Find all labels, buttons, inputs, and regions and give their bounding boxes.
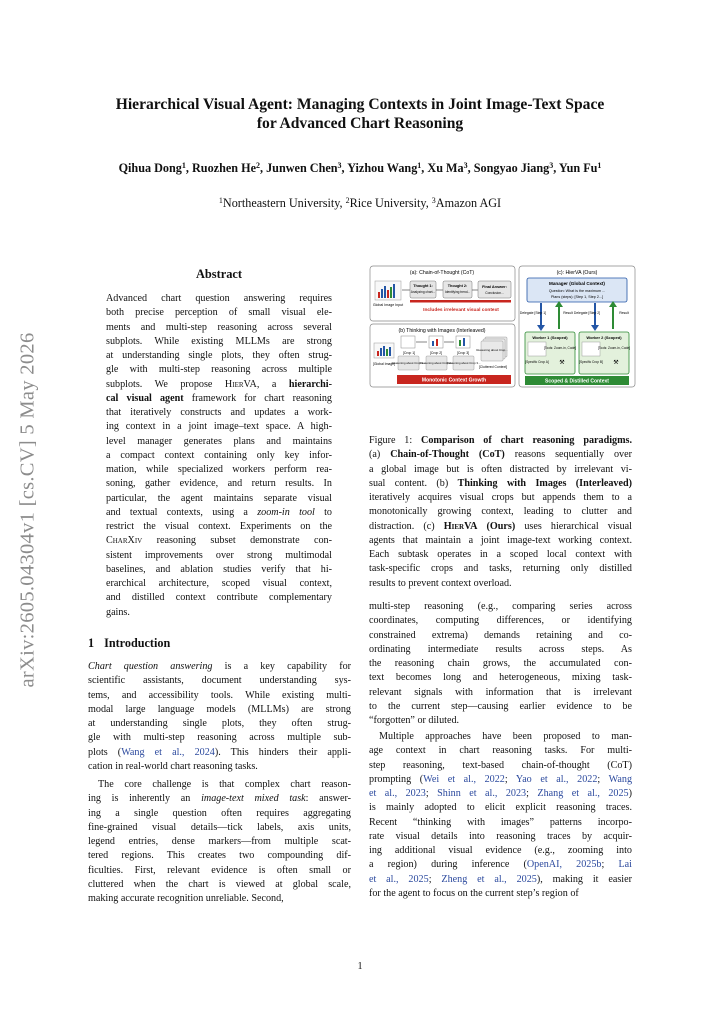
figure-1-diagram bbox=[369, 265, 637, 433]
paragraph-line: at understanding single plots, they often strug- bbox=[88, 718, 351, 729]
paragraph-line: tems, and accessibility tools. While existing multi- bbox=[88, 689, 351, 701]
title-line-2: for Advanced Chart Reasoning bbox=[256, 115, 464, 132]
abstract-line: gle with multi-step reasoning across multiple bbox=[106, 364, 332, 376]
abstract-line: level manager generates plans and maintains bbox=[106, 435, 332, 447]
paragraph-line: cluttered when the chart is viewed at global scale, bbox=[88, 878, 351, 890]
panel-c-manager: Manager (Global Context) bbox=[549, 281, 605, 286]
panel-a-thought1: Thought 1: bbox=[413, 284, 433, 288]
paragraph-line: making accurate recognition unreliable. Second, bbox=[88, 893, 284, 904]
right-paragraph-2 bbox=[369, 730, 632, 901]
author-name: Qihua Dong bbox=[118, 161, 182, 175]
abstract-line: CharXiv reasoning subset demonstrate con- bbox=[106, 535, 332, 547]
author-affiliation-mark: 2 bbox=[255, 161, 260, 170]
caption-line: Figure 1: Comparison of chart reasoning paradigms. bbox=[369, 435, 633, 446]
author-name: Yun Fu bbox=[558, 161, 598, 175]
panel-c-delegate1: Delegate [Step 1] bbox=[519, 311, 547, 315]
author-name: Songyao Jiang bbox=[473, 161, 550, 175]
paragraph-line: Chart question answering is a key capability for bbox=[88, 661, 351, 672]
paragraph-line: age context in chart reasoning tasks. For multi- bbox=[369, 745, 632, 757]
panel-c-crop-a: [Specific Crop A] bbox=[525, 360, 549, 364]
panel-c-footer: Scoped & Distilled Context bbox=[545, 378, 609, 385]
paper-title bbox=[60, 95, 660, 133]
paragraph-line: “forgotten” or diluted. bbox=[369, 715, 460, 726]
paragraph-line: for the agent to focus on the current step’s region of bbox=[369, 887, 579, 899]
abstract-line: both precise perception of small visual ele- bbox=[106, 307, 332, 319]
panel-b-reason3: Reasoning about Crop 3... bbox=[446, 361, 481, 365]
section-heading-introduction bbox=[88, 636, 170, 651]
affiliation-mark: 1 bbox=[218, 196, 223, 205]
paragraph-line: cation in real-world chart reasoning tasks. bbox=[88, 760, 258, 772]
paragraph-line: rate visual details into reasoning traces by acquir- bbox=[369, 830, 632, 842]
abstract-line: a compact context containing only key infor- bbox=[106, 449, 332, 461]
panel-a-final-box bbox=[478, 281, 511, 298]
author-affiliation-mark: 1 bbox=[597, 161, 602, 170]
section-number: 1 bbox=[88, 636, 95, 650]
author-affiliation-mark: 3 bbox=[463, 161, 468, 170]
wrench-icon: ⚒ bbox=[613, 360, 619, 366]
paragraph-line: modal large language models (MLLMs) are strong bbox=[88, 703, 351, 715]
panel-c-worker1: Worker 1 (Scoped) bbox=[532, 335, 568, 340]
author-list: Qihua Dong$^1$, Ruozhen He$^2$, Junwen Chen$^3$, Yizhou Wang$^1$, Xu Ma$^3$, Songyao Jiang$^3$, Yun Fu$^1$ bbox=[118, 161, 602, 175]
caption-line: distraction. (c) HierVA (Ours) uses hierarchical visual bbox=[369, 520, 632, 532]
paragraph-line: ficulties. First, relevant evidence is often small or bbox=[88, 864, 351, 876]
panel-c-question: Question: What is the maximum ... bbox=[548, 289, 606, 293]
page-number: 1 bbox=[357, 961, 363, 972]
author-affiliation-mark: 3 bbox=[549, 161, 554, 170]
panel-a-final-sub: Conclusion... bbox=[485, 291, 504, 295]
paragraph-line: legend entries, dense markers—from multiple scat- bbox=[88, 836, 351, 847]
affiliations: $^1$Northeastern University, $^2$Rice University, $^3$Amazon AGI bbox=[218, 196, 502, 210]
panel-a-thought2: Thought 2: bbox=[447, 284, 468, 288]
abstract-line: and distilled context contribute complementary bbox=[106, 592, 332, 604]
caption-line: task-specific crops and tasks, returning only distilled bbox=[369, 563, 632, 575]
paragraph-line: constrained extrema) demands retaining and co- bbox=[369, 629, 632, 641]
abstract-line: particular, the agent maintains separate visual bbox=[106, 492, 332, 504]
abstract-line: that iteratively constructs and updates a work- bbox=[106, 407, 332, 418]
paragraph-line: plots (Wang et al., 2024). This hinders their appli- bbox=[88, 746, 351, 758]
paragraph-line: et al., 2025; Zheng et al., 2025), making it easier bbox=[369, 873, 632, 885]
panel-c-crop-b: [Specific Crop B] bbox=[579, 360, 603, 364]
caption-line: (a) Chain-of-Thought (CoT) reasons sequentially over bbox=[369, 449, 632, 461]
panel-c-tools1: [Tools: Zoom-in, Code] bbox=[543, 346, 577, 350]
caption-line: Each subtask operates in a scoped local context with bbox=[369, 549, 632, 560]
abstract-body bbox=[106, 292, 332, 620]
paragraph-line: gle with multi-step reasoning across multiple sub- bbox=[88, 732, 351, 744]
paragraph-line: coordinates, computing differences, or identifying bbox=[369, 615, 632, 627]
wrench-icon: ⚒ bbox=[559, 360, 565, 366]
paragraph-line: ing is inherently an image-text mixed task: answer- bbox=[88, 793, 352, 805]
panel-b-crop3: [Crop 3] bbox=[456, 351, 470, 355]
affiliation-name: Amazon AGI bbox=[435, 196, 502, 210]
author-affiliation-mark: 1 bbox=[417, 161, 422, 170]
author-affiliation-mark: 1 bbox=[181, 161, 186, 170]
author-name: Junwen Chen bbox=[266, 161, 338, 175]
panel-b-crop1: [Crop 1] bbox=[402, 351, 416, 355]
abstract-line: mation, while specialized workers perform rea- bbox=[106, 464, 332, 475]
caption-line: agents that maintain a joint image-text working context. bbox=[369, 534, 632, 546]
paragraph-line: Multiple approaches have been proposed to man- bbox=[379, 731, 632, 742]
panel-b-crop1-thumb bbox=[401, 336, 415, 348]
paragraph-line: Recent “thinking with images” patterns incorpo- bbox=[369, 816, 632, 828]
panel-a-title: (a): Chain-of-Thought (CoT) bbox=[409, 270, 475, 276]
affiliation-name: Rice University bbox=[349, 196, 426, 210]
abstract-heading: Abstract bbox=[195, 267, 243, 281]
panel-c-plans: Plans (steps): [Step 1, Step 2...] bbox=[550, 295, 604, 299]
figure-1 bbox=[369, 265, 637, 433]
intro-paragraph-2 bbox=[88, 778, 351, 906]
abstract-line: ments and multi-step reasoning across several bbox=[106, 321, 332, 333]
author-name: Yizhou Wang bbox=[347, 161, 418, 175]
paragraph-line: is mainly adopted to elicit explicit reasoning traces. bbox=[369, 802, 632, 814]
panel-a-thought2-sub: Identifying trend... bbox=[444, 290, 471, 294]
caption-line: monotonically growing context, leading to clutter and bbox=[369, 506, 632, 518]
figure-1-caption bbox=[369, 434, 632, 591]
intro-paragraph-1 bbox=[88, 660, 351, 774]
panel-c-title: (c): HierVA (Ours) bbox=[556, 270, 598, 276]
paragraph-line: ing a single question often requires aggregating bbox=[88, 807, 351, 819]
panel-b-global-label: [Global Image] bbox=[372, 362, 396, 366]
abstract-line: subplots. We propose HierVA, a hierarchi- bbox=[106, 378, 332, 390]
paragraph-line: et al., 2023; Shinn et al., 2023; Zhang et al., 2025) bbox=[369, 788, 632, 799]
panel-b-title: (b) Thinking with Images (Interleaved) bbox=[398, 328, 486, 334]
panel-c-tools2: [Tools: Zoom-in, Code] bbox=[597, 346, 631, 350]
paragraph-line: ordinating intermediate results across steps. As bbox=[369, 643, 632, 655]
abstract-line: erarchical architecture, scoped visual context, bbox=[106, 578, 332, 589]
paragraph-line: tered regions. This creates two compounding dif- bbox=[88, 850, 351, 862]
panel-b-reason2: Reasoning about Crop 2... bbox=[419, 361, 454, 365]
abstract-line: sistent improvements over strong multimodal bbox=[106, 549, 332, 561]
paragraph-line: relevant signals with information that is irrelevant bbox=[369, 686, 632, 698]
author-name: Ruozhen He bbox=[192, 161, 256, 175]
caption-line: a global image but is often distracted by irrelevant vi- bbox=[369, 463, 632, 475]
panel-a-thought1-sub: Analyzing chart... bbox=[410, 290, 436, 294]
paragraph-line: scientific assistants, document understanding sys- bbox=[88, 675, 351, 687]
author-name: Xu Ma bbox=[427, 161, 464, 175]
affiliation-mark: 2 bbox=[345, 196, 350, 205]
author-affiliation-mark: 3 bbox=[337, 161, 342, 170]
paragraph-line: to the current step—causing earlier evidence to be bbox=[369, 700, 632, 712]
abstract-line: gains. bbox=[106, 606, 130, 618]
panel-a-final: Final Answer: bbox=[482, 285, 507, 289]
panel-b-cluttered: [Cluttered Context] bbox=[478, 365, 508, 369]
section-title: Introduction bbox=[104, 636, 171, 650]
panel-c-result1: Result bbox=[563, 311, 573, 315]
right-paragraph-1 bbox=[369, 600, 632, 728]
affiliation-mark: 3 bbox=[431, 196, 436, 205]
caption-line: results to prevent context overload. bbox=[369, 577, 512, 589]
abstract-line: at understanding single plots, they often strug- bbox=[106, 350, 332, 361]
panel-b-reason4: Reasoning about Crop... bbox=[476, 348, 508, 352]
panel-a-input-label: Global Image Input bbox=[372, 303, 404, 307]
abstract-line: baselines, and ablation studies verify that hi- bbox=[106, 563, 332, 575]
arxiv-side-identifier bbox=[8, 290, 48, 730]
paragraph-line: the reasoning chain grows, the accumulated con- bbox=[369, 658, 632, 669]
paragraph-line: prompting (Wei et al., 2022; Yao et al., 2022; Wang bbox=[369, 773, 633, 785]
panel-b-footer: Monotonic Context Growth bbox=[421, 377, 487, 384]
abstract-line: and textual contexts, using a zoom-in tool to bbox=[106, 506, 332, 518]
abstract-line: subplots. While existing MLLMs are strong bbox=[106, 335, 332, 347]
abstract-line: ing context in a joint image–text space. A high- bbox=[106, 421, 332, 433]
paragraph-line: The core challenge is that complex chart reason- bbox=[98, 779, 351, 790]
caption-line: sual content. (b) Thinking with Images (Interleaved) bbox=[369, 477, 632, 489]
paragraph-line: multi-step reasoning (e.g., comparing series across bbox=[369, 601, 632, 612]
affiliation-name: Northeastern University bbox=[222, 196, 340, 210]
panel-c-worker2: Worker 2 (Scoped) bbox=[586, 335, 622, 340]
panel-b-reason1: Reasoning about Crop 1... bbox=[391, 361, 426, 365]
paragraph-line: step reasoning, text-based chain-of-thought (CoT) bbox=[369, 759, 632, 771]
arxiv-id-text: arXiv:2605.04304v1 [cs.CV] 5 May 2026 bbox=[16, 332, 39, 688]
abstract-line: restrict the visual context. Experiments on the bbox=[106, 521, 332, 532]
panel-a-warning-bar bbox=[410, 300, 511, 303]
title-line-1: Hierarchical Visual Agent: Managing Contexts in Joint Image-Text Space bbox=[115, 96, 605, 113]
panel-b-crop2: [Crop 2] bbox=[429, 351, 443, 355]
paragraph-line: fine-grained visual details—tick labels, axis units, bbox=[88, 821, 351, 833]
panel-c-result2: Result bbox=[619, 311, 629, 315]
panel-c-delegate2: Delegate [Step 2] bbox=[573, 311, 601, 315]
caption-line: iteratively acquires visual crops but appends them to a bbox=[369, 492, 632, 503]
paragraph-line: a region) during inference (OpenAI, 2025b; Lai bbox=[369, 859, 632, 871]
abstract-line: cal visual agent framework for chart reasoning bbox=[106, 392, 332, 404]
panel-a-warning: Includes irrelevant visual context bbox=[423, 308, 499, 313]
abstract-line: soning, gather evidence, and return results. In bbox=[106, 478, 332, 490]
abstract-line: Advanced chart question answering requires bbox=[106, 293, 332, 304]
paragraph-line: text becomes long and heterogeneous, mixing task- bbox=[369, 672, 632, 684]
paragraph-line: ing additional visual evidence (e.g., zooming into bbox=[369, 845, 632, 856]
